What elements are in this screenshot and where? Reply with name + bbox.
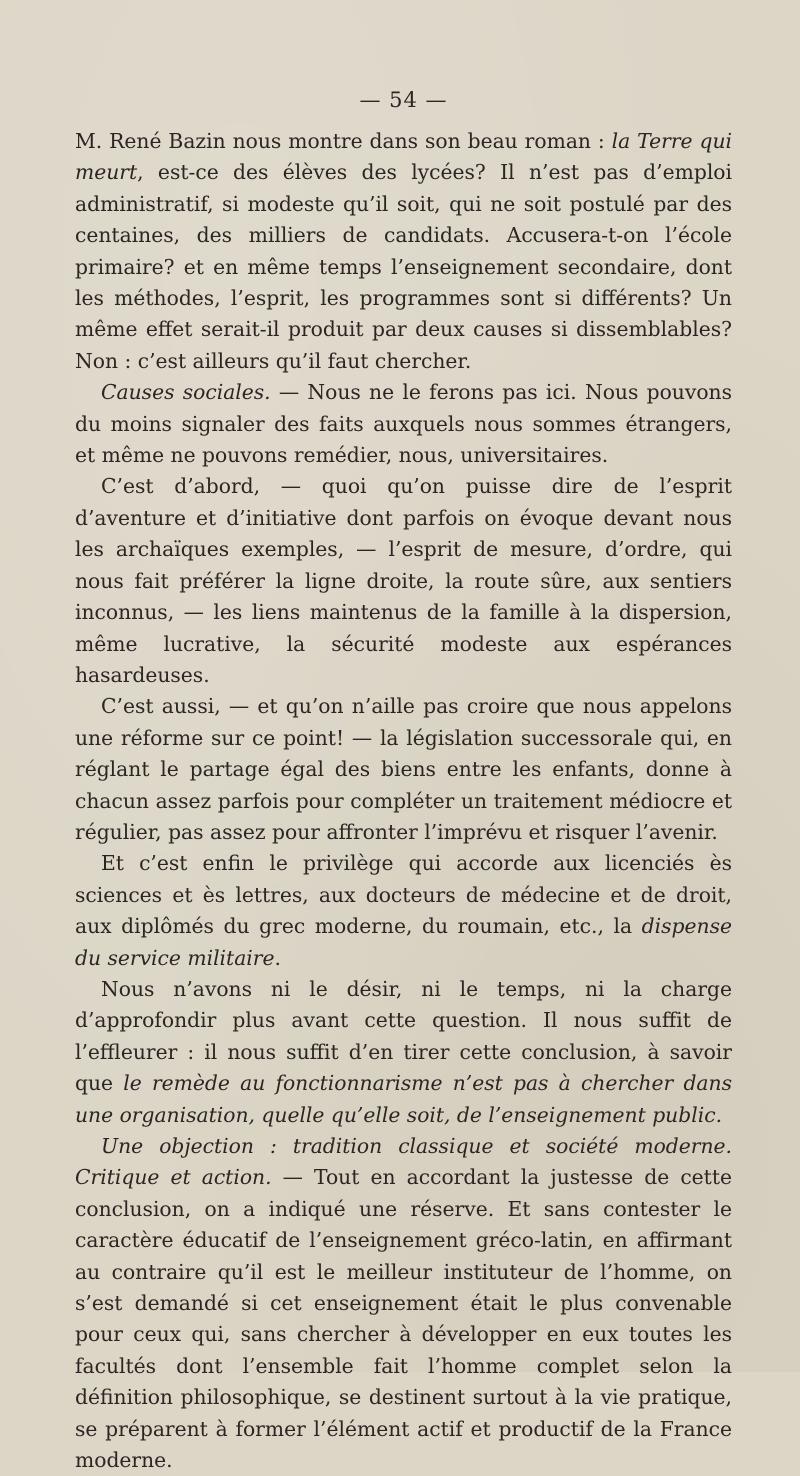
italic-text-segment: dispense du service militaire	[75, 914, 732, 970]
text-segment: Et c’est enfin le privilège qui accorde aux licenciés ès sciences et ès lettres, aux docteurs de médecine et de droit, aux diplômés du grec moderne, du roumain, etc., la	[75, 851, 732, 939]
italic-text-segment: la Terre qui meurt	[75, 129, 732, 185]
text-segment: M. René Bazin nous montre dans son beau roman :	[75, 129, 612, 153]
paragraph	[75, 471, 732, 691]
text-segment: .	[274, 945, 281, 970]
text-segment: C’est d’abord, — quoi qu’on puisse dire de l’esprit d’aventure et d’initiative dont parfois on évoque devant nous les archaïques exemples, — l’esprit de mesure, d’ordre, qui nous fait préférer la ligne droite, la route sûre, aux sentiers inconnus, — les liens maintenus de la famille à la dispersion, même lucrative, la sécurité modeste aux espérances hasardeuses.	[75, 474, 732, 687]
text-segment: Nous n’avons ni le désir, ni le temps, ni la charge d’approfondir plus avant cette question. Il nous suffit de l’effleurer : il nous suffit d’en tirer cette conclusion, à savoir que	[75, 976, 732, 1096]
text-segment: , est-ce des élèves des lycées? Il n’est pas d’emploi administratif, si modeste qu’il soit, qui ne soit postulé par des centaines, des milliers de candidats. Accusera-t-on l’école primaire? et en même temps l’enseignement secondaire, dont les méthodes, l’esprit, les programmes sont si différents? Un même effet serait-il produit par deux causes si dissemblables? Non : c’est ailleurs qu’il faut chercher.	[75, 160, 732, 373]
text-segment: — Tout en accordant la justesse de cette conclusion, on a indiqué une réserve. Et sans contester le caractère éducatif de l’enseignement gréco-latin, en affirmant au contraire qu’il est le meilleur instituteur de l’homme, on s’est demandé si cet enseignement était le plus convenable pour ceux qui, sans chercher à développer en eux toutes les facultés dont l’ensemble fait l’homme complet selon la définition philosophique, se destinent surtout à la vie pratique, se préparent à former l’élément actif et productif de la France moderne.	[75, 1165, 732, 1473]
paragraph	[75, 848, 732, 974]
text-segment: — Nous ne le ferons pas ici. Nous pouvons du moins signaler des faits auxquels nous sommes étrangers, et même ne pouvons remédier, nous, universitaires.	[75, 380, 733, 468]
italic-text-segment: Une objection : tradition classique et société moderne. Critique et action.	[75, 1134, 732, 1190]
paragraph	[75, 126, 732, 377]
paragraph	[75, 1131, 732, 1476]
text-segment: C’est aussi, — et qu’on n’aille pas croire que nous appelons une réforme sur ce point! — la législation successorale qui, en réglant le partage égal des biens entre les enfants, donne à chacun assez parfois pour compléter un traitement médiocre et régulier, pas assez pour affronter l’imprévu et risquer l’avenir.	[75, 694, 732, 844]
italic-text-segment: Causes sociales.	[101, 380, 271, 405]
page-number: — 54 —	[359, 88, 448, 112]
paragraph	[75, 377, 732, 471]
italic-text-segment: le remède au fonctionnarisme n’est pas à chercher dans une organisation, quelle qu’elle soit, de l’enseignement public.	[75, 1071, 732, 1127]
body-text	[75, 126, 732, 1476]
paragraph	[75, 691, 732, 848]
paragraph	[75, 974, 732, 1131]
